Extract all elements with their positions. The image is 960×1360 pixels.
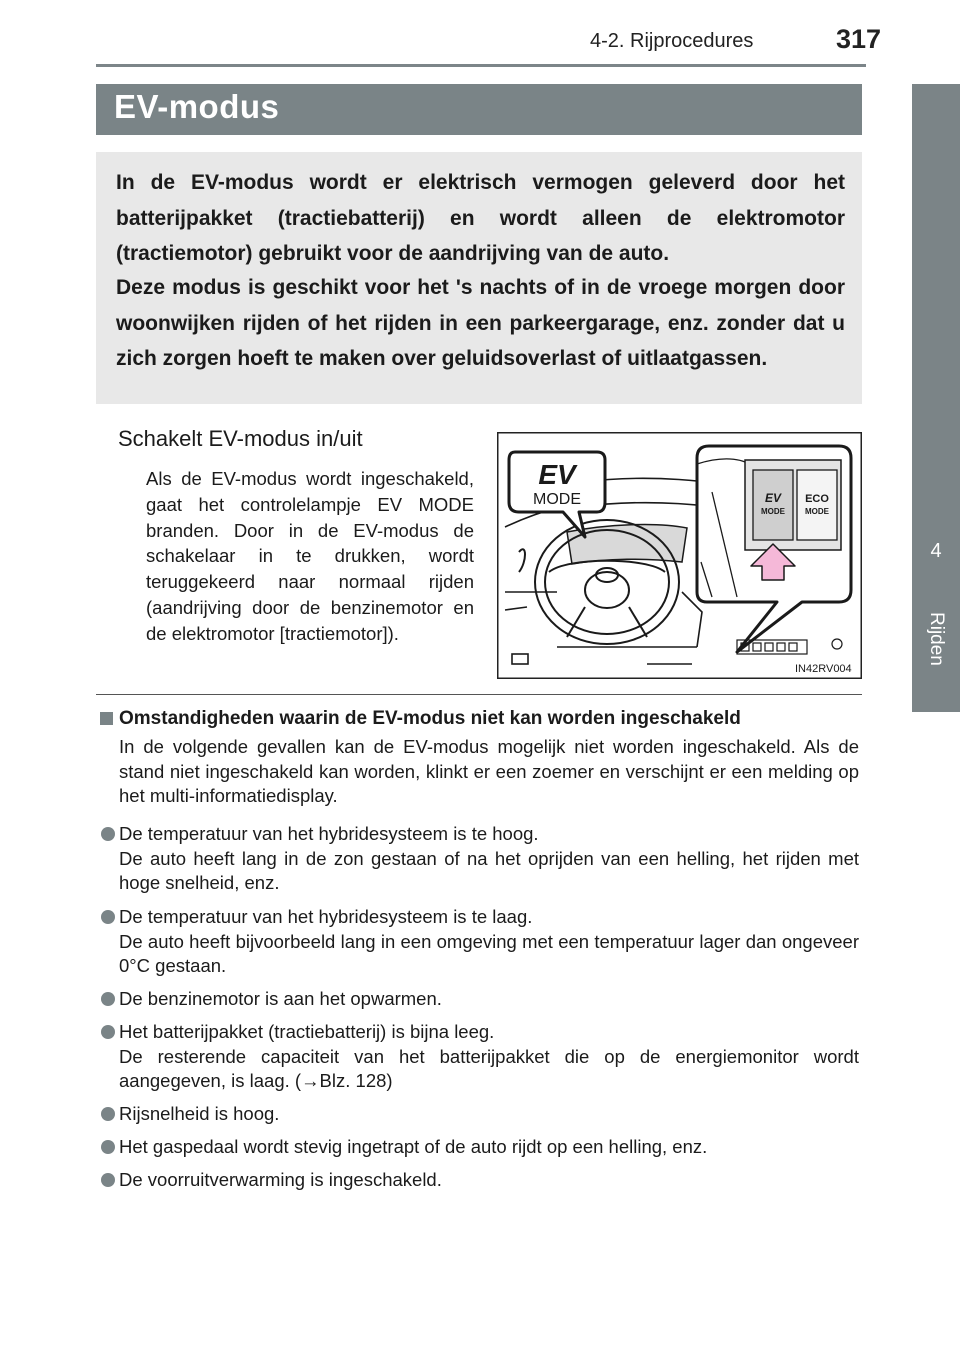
ev-button-ev-text: EV <box>764 491 782 505</box>
list-item <box>101 905 859 979</box>
section-heading: Omstandigheden waarin de EV-modus niet kan worden ingeschakeld <box>119 708 741 729</box>
illustration-code: IN42RV004 <box>795 663 852 675</box>
eco-mode-button <box>797 470 837 540</box>
section-intro: In de volgende gevallen kan de EV-modus mogelijk niet worden ingeschakeld. Als de stand niet ingeschakeld kan worden, klinkt er een zoemer en verschijnt er een melding op het multi-informatiedisplay. <box>119 736 859 807</box>
switch-description: Als de EV-modus wordt ingeschakeld, gaat het controlelampje EV MODE branden. Door in de EV-modus de schakelaar in te drukken, wordt teruggekeerd naar normaal rijden (aandrijving door de benzinemotor en de elektromotor [tractiemotor]). <box>146 468 474 644</box>
bullet-dot-icon <box>101 1107 115 1121</box>
intro-paragraph-1: In de EV-modus wordt er elektrisch vermogen geleverd door het batterijpakket (tractiebatterij) en wordt alleen de elektromotor (tractiemotor) gebruikt voor de aandrijving van de auto. <box>116 171 845 265</box>
bullet-dot-icon <box>101 1025 115 1039</box>
list-item-text: Het gaspedaal wordt stevig ingetrapt of de auto rijdt op een helling, enz. <box>119 1136 708 1157</box>
section-square-icon <box>100 712 113 725</box>
ev-mode-button <box>753 470 793 540</box>
bullet-dot-icon <box>101 1173 115 1187</box>
bullet-dot-icon <box>101 910 115 924</box>
list-item-detail: De auto heeft bijvoorbeeld lang in een omgeving met een temperatuur lager dan ongeveer 0°C gestaan. <box>119 930 859 977</box>
switch-heading: Schakelt EV-modus in/uit <box>118 426 363 451</box>
instrument-cluster-hood <box>567 525 687 564</box>
list-item <box>101 1102 859 1127</box>
section-divider <box>96 694 862 695</box>
page-title: EV-modus <box>114 88 280 125</box>
list-item <box>101 1168 859 1193</box>
indicator-ev-text: EV <box>538 459 576 490</box>
bullet-dot-icon <box>101 1140 115 1154</box>
list-item-detail: De resterende capaciteit van het batterijpakket die op de energiemonitor wordt aangegeven, is laag. (→Blz. 128) <box>119 1045 859 1092</box>
list-item-text: De benzinemotor is aan het opwarmen. <box>119 988 442 1009</box>
list-item <box>101 822 859 896</box>
chapter-number: 4 <box>930 540 942 562</box>
list-item <box>101 1135 859 1160</box>
eco-button-mode-text: MODE <box>805 507 829 516</box>
list-item-detail: De auto heeft lang in de zon gestaan of na het oprijden van een helling, het rijden met hoge snelheid, enz. <box>119 847 859 894</box>
header-section-title: 4-2. Rijprocedures <box>590 30 754 52</box>
eco-button-eco-text: ECO <box>805 493 829 505</box>
header-rule <box>96 64 866 67</box>
list-item-text: De temperatuur van het hybridesysteem is te hoog. <box>119 823 539 844</box>
page-number: 317 <box>836 24 882 54</box>
bullet-dot-icon <box>101 827 115 841</box>
list-item <box>101 987 859 1012</box>
intro-paragraph-2: Deze modus is geschikt voor het 's nachts of in de vroege morgen door woonwijken rijden of het rijden in een parkeergarage, enz. zonder dat u zich zorgen hoeft te maken over geluidsoverlast of uitlaatgassen. <box>116 276 845 370</box>
list-item-text: De temperatuur van het hybridesysteem is te laag. <box>119 906 533 927</box>
bullet-dot-icon <box>101 992 115 1006</box>
list-item <box>101 1020 859 1094</box>
indicator-mode-text: MODE <box>533 491 581 508</box>
list-item-text: Rijsnelheid is hoog. <box>119 1103 280 1124</box>
list-item-text: De voorruitverwarming is ingeschakeld. <box>119 1169 442 1190</box>
chapter-label: Rijden <box>926 612 947 666</box>
ev-button-mode-text: MODE <box>761 507 785 516</box>
list-item-text: Het batterijpakket (tractiebatterij) is bijna leeg. <box>119 1021 495 1042</box>
ev-mode-switch-illustration <box>497 432 862 679</box>
